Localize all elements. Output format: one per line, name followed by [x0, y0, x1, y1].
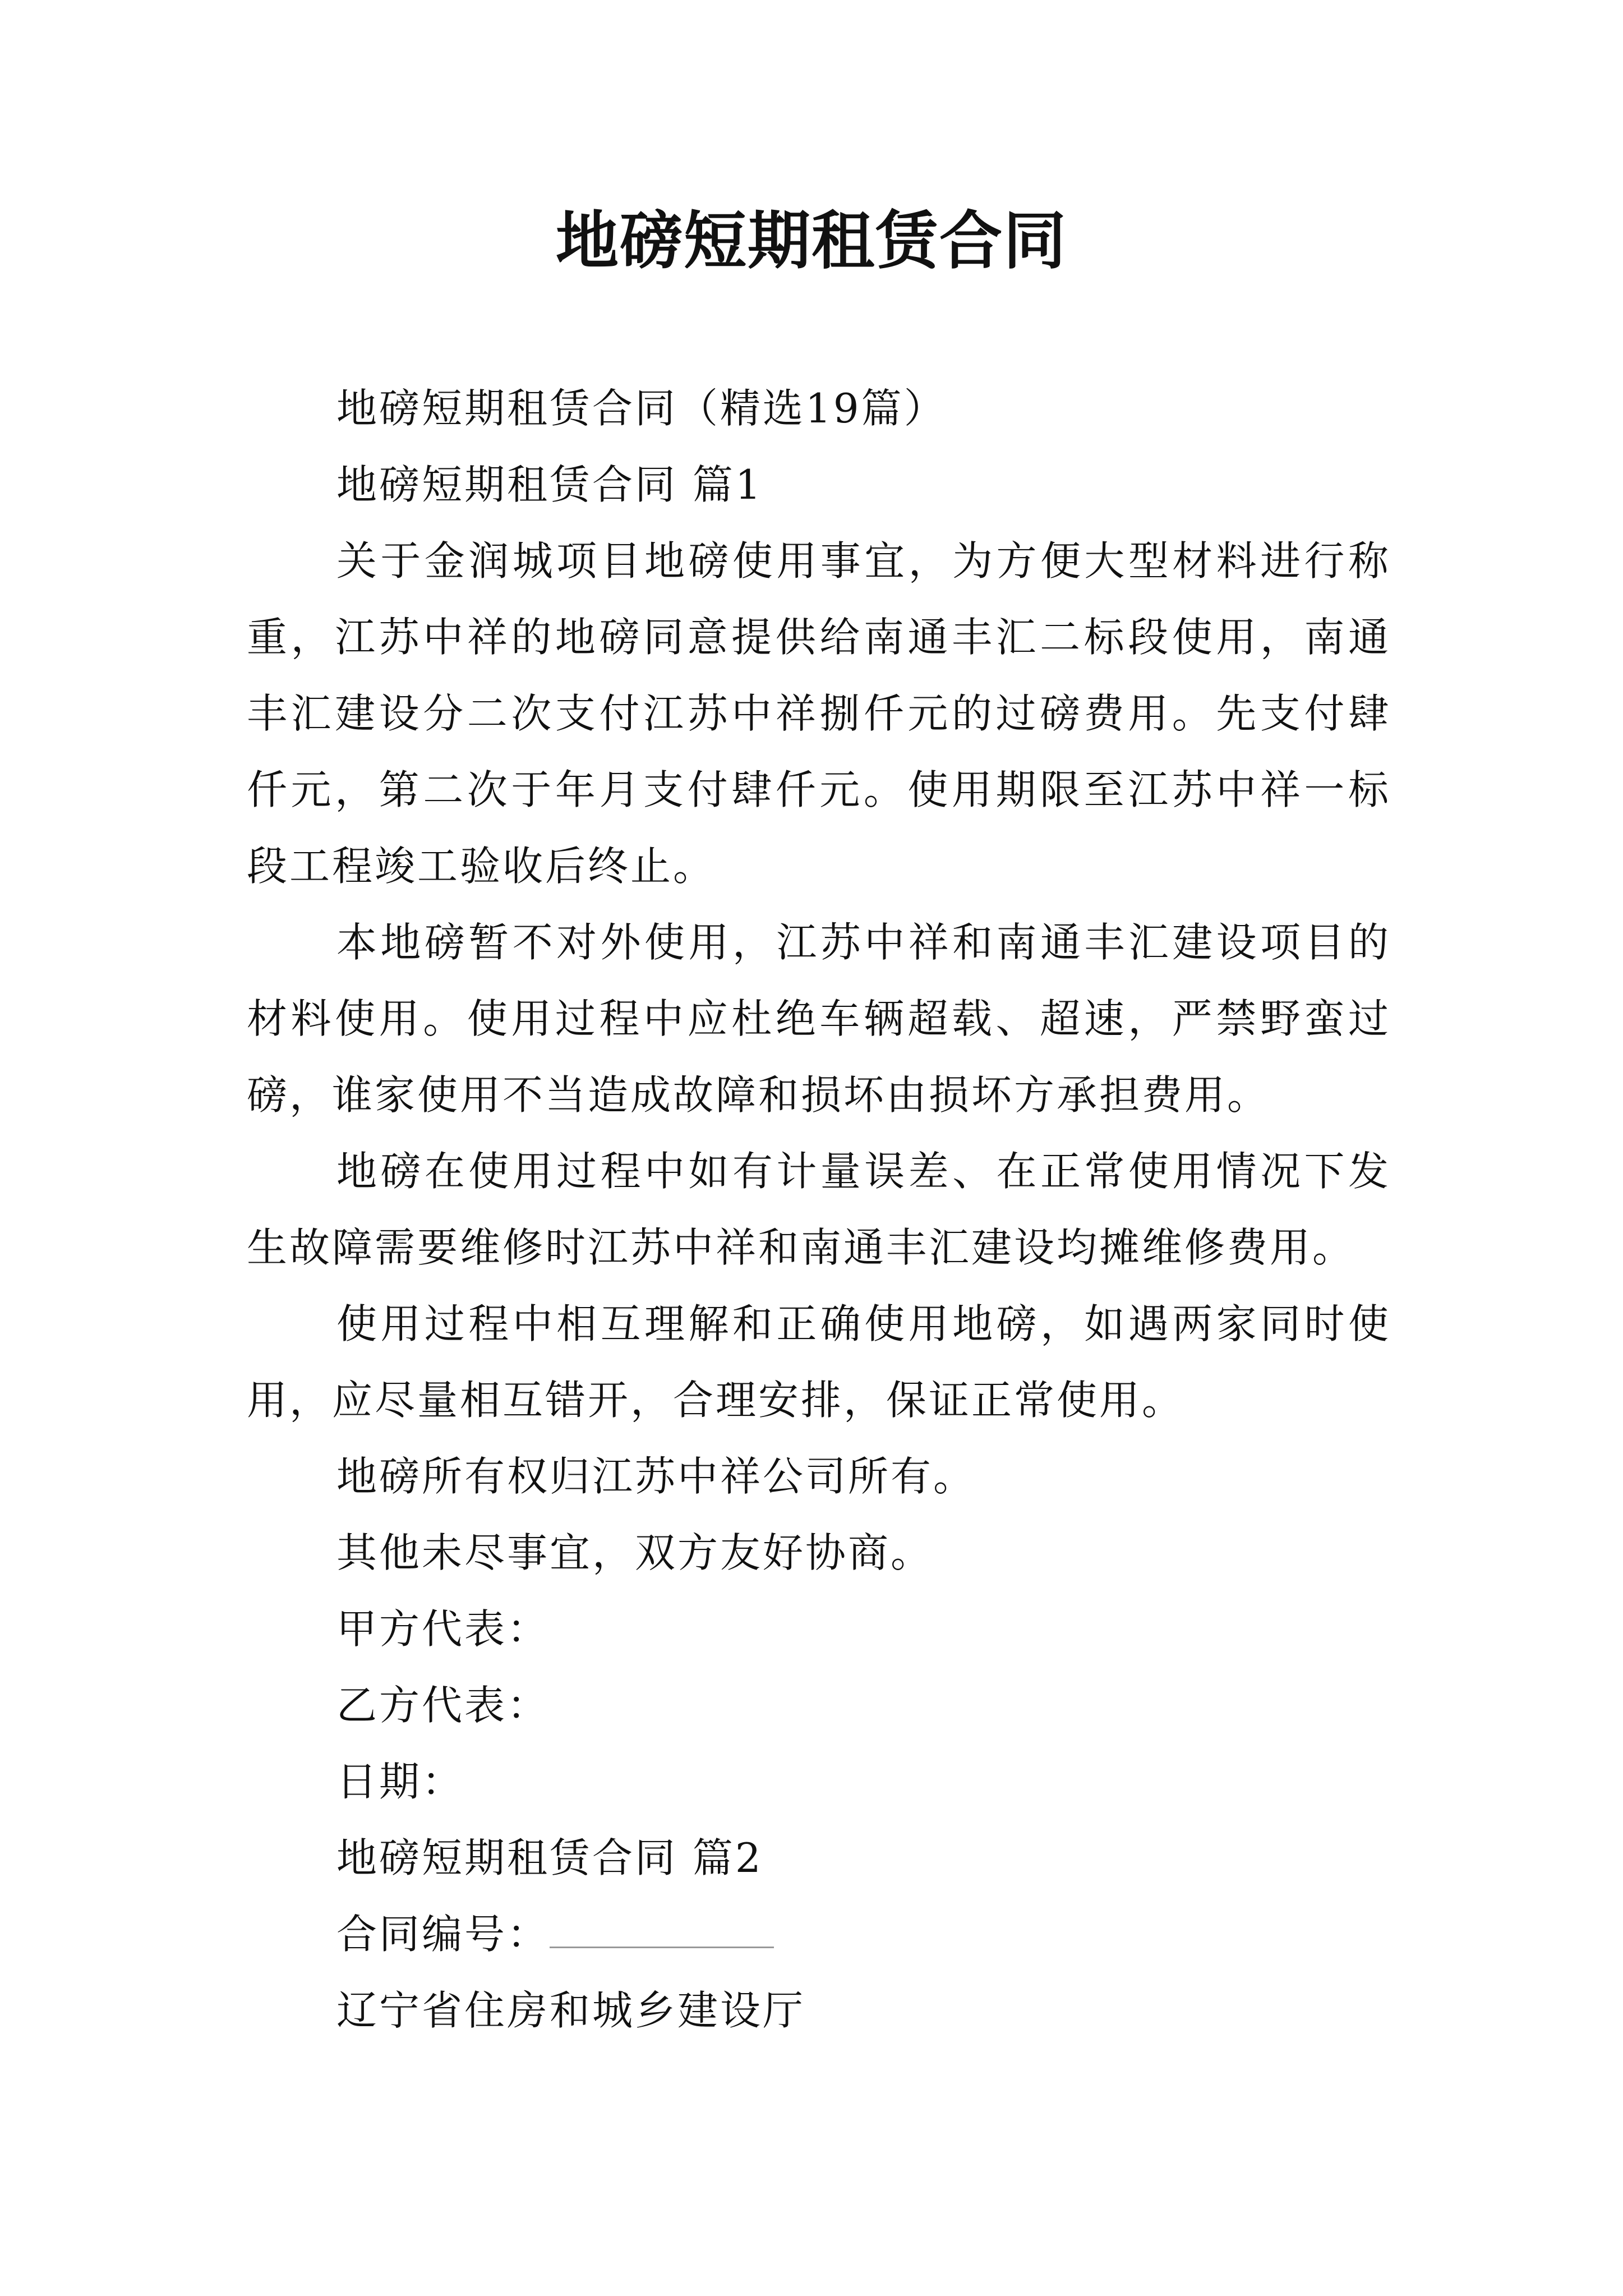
paragraph: 地磅在使用过程中如有计量误差、在正常使用情况下发生故障需要维修时江苏中祥和南通丰汇建设均摊维修费用。: [247, 1148, 1391, 1271]
paragraph: 地磅所有权归江苏中祥公司所有。: [336, 1453, 976, 1500]
section-heading-2: 地磅短期租赁合同 篇2: [336, 1834, 763, 1881]
issuer-line: 辽宁省住房和城乡建设厅: [336, 1987, 806, 2034]
collection-heading: 地磅短期租赁合同（精选19篇）: [336, 385, 947, 432]
contract-number-line: [247, 1896, 1391, 1972]
contract-number-blank: [550, 1907, 774, 1948]
paragraph: 使用过程中相互理解和正确使用地磅，如遇两家同时使用，应尽量相互错开，合理安排，保证正常使用。: [247, 1300, 1391, 1424]
date-label: 日期：: [336, 1758, 465, 1805]
party-a-representative-label: 甲方代表：: [336, 1605, 550, 1653]
paragraph: 其他未尽事宜，双方友好协商。: [336, 1529, 934, 1576]
document-body: [247, 370, 1391, 2049]
contract-number-label: 合同编号：: [336, 1911, 550, 1958]
paragraph: 本地磅暂不对外使用，江苏中祥和南通丰汇建设项目的材料使用。使用过程中应杜绝车辆超载、超速，严禁野蛮过磅，谁家使用不当造成故障和损坏由损坏方承担费用。: [247, 919, 1391, 1119]
section-heading-1: 地磅短期租赁合同 篇1: [336, 461, 763, 508]
paragraph: 关于金润城项目地磅使用事宜，为方便大型材料进行称重，江苏中祥的地磅同意提供给南通丰汇二标段使用，南通丰汇建设分二次支付江苏中祥捌仟元的过磅费用。先支付肆仟元，第二次于年月支付肆仟元。使用期限至江苏中祥一标段工程竣工验收后终止。: [247, 537, 1391, 890]
party-b-representative-label: 乙方代表：: [336, 1682, 550, 1729]
document-title: 地磅短期租赁合同: [556, 204, 1067, 278]
